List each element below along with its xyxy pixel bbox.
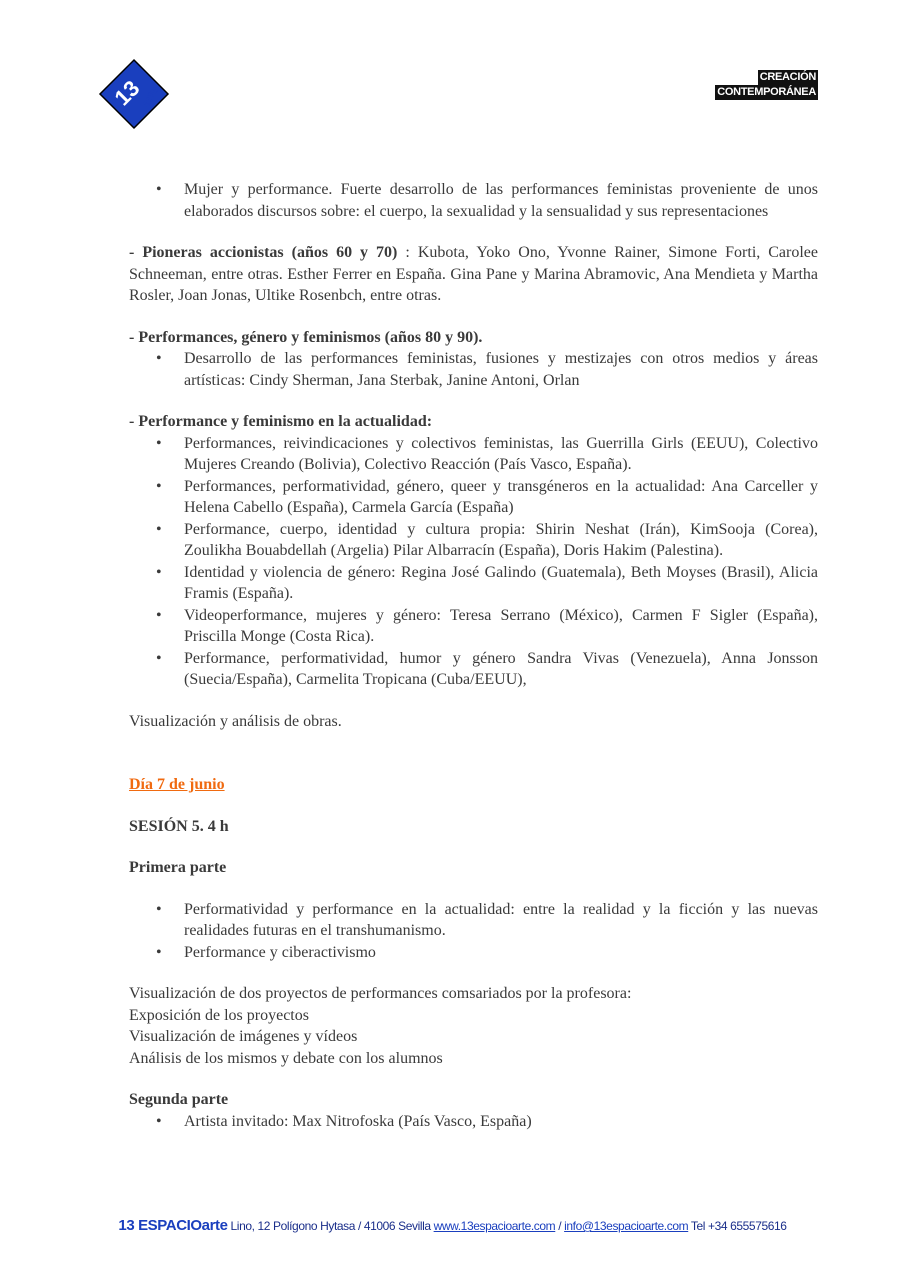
footer (0, 1217, 905, 1234)
list-item: • Identidad y violencia de género: Regina José Galindo (Guatemala), Beth Moyses (Brasil), Alicia Framis (España). (129, 562, 818, 605)
list-item: • Performances, reivindicaciones y colectivos feministas, las Guerrilla Girls (EEUU), Colectivo Mujeres Creando (Bolivia), Colectivo Reacción (País Vasco, España). (129, 433, 818, 476)
footer-address: Lino, 12 Polígono Hytasa / 41006 Sevilla (227, 1219, 434, 1233)
day-heading: Día 7 de junio (129, 776, 225, 793)
footer-name: 13 ESPACIOarte (118, 1217, 228, 1234)
list-item: • Artista invitado: Max Nitrofoska (País Vasco, España) (129, 1111, 818, 1133)
logo-word: arte (138, 83, 162, 110)
segunda-heading: Segunda parte (129, 1091, 229, 1108)
pioneras-text: : Kubota, Yoko Ono, Yvonne Rainer, Simone Forti, Carolee Schneeman, entre otras. Esther Ferrer en España. Gina Pane y Marina Abramovic, Ana Mendieta y Martha Rosler, Joan Jonas, Ultike Rosenbch, entre otras. (129, 244, 819, 304)
list-item: • Performatividad y performance en la actualidad: entre la realidad y la ficción y las nuevas realidades futuras en el transhumanismo. (129, 899, 818, 942)
primera-line: Análisis de los mismos y debate con los alumnos (129, 1049, 443, 1067)
genero-list (129, 348, 818, 391)
list-item: • Mujer y performance. Fuerte desarrollo de las performances feministas proveniente de unos elaborados discursos sobre: el cuerpo, la sexualidad y la sensualidad y sus representaciones (129, 179, 818, 222)
list-item: • Performances, performatividad, género, queer y transgéneros en la actualidad: Ana Carceller y Helena Cabello (España), Carmela García (España) (129, 476, 818, 519)
session-heading: SESIÓN 5. 4 h (129, 817, 229, 835)
intro-list (129, 179, 818, 222)
genero-heading: - Performances, género y feminismos (años 80 y 90). (129, 328, 483, 346)
brand-label (715, 70, 818, 100)
list-item: • Desarrollo de las performances feministas, fusiones y mestizajes con otros medios y áreas artísticas: Cindy Sherman, Jana Sterbak, Janine Antoni, Orlan (129, 348, 818, 391)
primera-heading: Primera parte (129, 859, 227, 876)
logo-number: 13 (109, 75, 145, 111)
logo-13-arte (98, 58, 170, 130)
actualidad-heading: - Performance y feminismo en la actualidad: (129, 413, 433, 430)
list-item: • Performance y ciberactivismo (129, 942, 818, 964)
footer-phone: Tel +34 655575616 (688, 1219, 787, 1233)
list-item: • Performance, cuerpo, identidad y cultura propia: Shirin Neshat (Irán), KimSooja (Corea), Zoulikha Bouabdellah (Argelia) Pilar Albarracín (España), Doris Hakim (Palestina). (129, 519, 818, 562)
primera-line: Exposición de los proyectos (129, 1006, 309, 1024)
visualizacion-text: Visualización y análisis de obras. (129, 712, 342, 730)
actualidad-list (129, 433, 818, 691)
document-body (129, 179, 818, 1132)
primera-line: Visualización de dos proyectos de performances comsariados por la profesora: (129, 985, 632, 1002)
primera-line: Visualización de imágenes y vídeos (129, 1028, 358, 1045)
primera-list (129, 899, 818, 964)
footer-separator: / (555, 1219, 565, 1233)
footer-website-link[interactable]: www.13espacioarte.com (433, 1219, 556, 1233)
segunda-list (129, 1111, 818, 1133)
footer-email-link[interactable]: info@13espacioarte.com (564, 1219, 689, 1233)
pioneras-heading: - Pioneras accionistas (años 60 y 70) (129, 244, 398, 261)
list-item: • Videoperformance, mujeres y género: Teresa Serrano (México), Carmen F Sigler (España), Priscilla Monge (Costa Rica). (129, 605, 818, 648)
list-item: • Performance, performatividad, humor y género Sandra Vivas (Venezuela), Anna Jonsson (Suecia/España), Carmelita Tropicana (Cuba/EEUU), (129, 648, 818, 691)
brand-line-2: CONTEMPORÁNEA (717, 86, 816, 98)
brand-line-1: CREACIÓN (759, 71, 816, 83)
pioneras-paragraph (129, 242, 818, 307)
